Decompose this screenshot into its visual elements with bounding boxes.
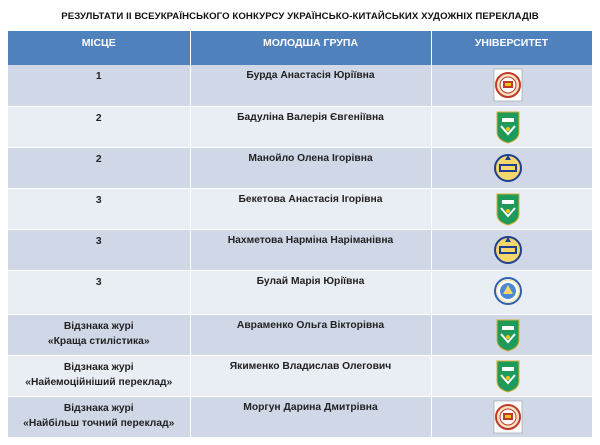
blue-university-emblem-icon [493,151,523,185]
place-cell: 3 [8,188,190,229]
place-cell: Відзнака журі «Краща стилістика» [8,314,190,355]
blue-university-emblem-icon [493,233,523,267]
university-cell [431,65,592,106]
place-cell: 2 [8,106,190,147]
university-cell [431,188,592,229]
university-cell [431,270,592,314]
name-cell: Моргун Дарина Дмитрівна [190,396,431,437]
university-cell [431,314,592,355]
name-cell: Булай Марія Юріївна [190,270,431,314]
table-row [8,106,592,147]
header-group: МОЛОДША ГРУПА [190,31,431,65]
name-cell: Бадуліна Валерія Євгеніївна [190,106,431,147]
university-cell [431,396,592,437]
red-university-emblem-icon [493,68,523,102]
place-cell: Відзнака журі «Найбільш точний переклад» [8,396,190,437]
name-cell: Манойло Олена Ігорівна [190,147,431,188]
table-row [8,314,592,355]
name-cell: Авраменко Ольга Вікторівна [190,314,431,355]
university-cell [431,106,592,147]
table-row [8,188,592,229]
table-row [8,355,592,396]
table-row [8,229,592,270]
blue-round-emblem-icon [493,274,523,308]
table-row [8,396,592,437]
place-cell: 1 [8,65,190,106]
red-university-emblem-icon [493,400,523,434]
green-shield-emblem-icon [493,192,523,226]
place-cell: 3 [8,270,190,314]
header-university: УНІВЕРСИТЕТ [431,31,592,65]
university-cell [431,147,592,188]
header-place: МІСЦЕ [8,31,190,65]
name-cell: Бекетова Анастасія Ігорівна [190,188,431,229]
green-shield-emblem-icon [493,318,523,352]
name-cell: Якименко Владислав Олегович [190,355,431,396]
table-row [8,147,592,188]
place-cell: 2 [8,147,190,188]
place-cell: Відзнака журі «Найемоційніший переклад» [8,355,190,396]
green-shield-emblem-icon [493,110,523,144]
name-cell: Нахметова Нарміна Наріманівна [190,229,431,270]
place-cell: 3 [8,229,190,270]
name-cell: Бурда Анастасія Юріївна [190,65,431,106]
results-table [8,31,593,438]
table-row [8,270,592,314]
table-row [8,65,592,106]
page-title: РЕЗУЛЬТАТИ ІІ ВСЕУКРАЇНСЬКОГО КОНКУРСУ УКРАЇНСЬКО-КИТАЙСЬКИХ ХУДОЖНІХ ПЕРЕКЛАДІВ [61,11,539,22]
university-cell [431,355,592,396]
university-cell [431,229,592,270]
table-header-row [8,31,592,65]
green-shield-emblem-icon [493,359,523,393]
